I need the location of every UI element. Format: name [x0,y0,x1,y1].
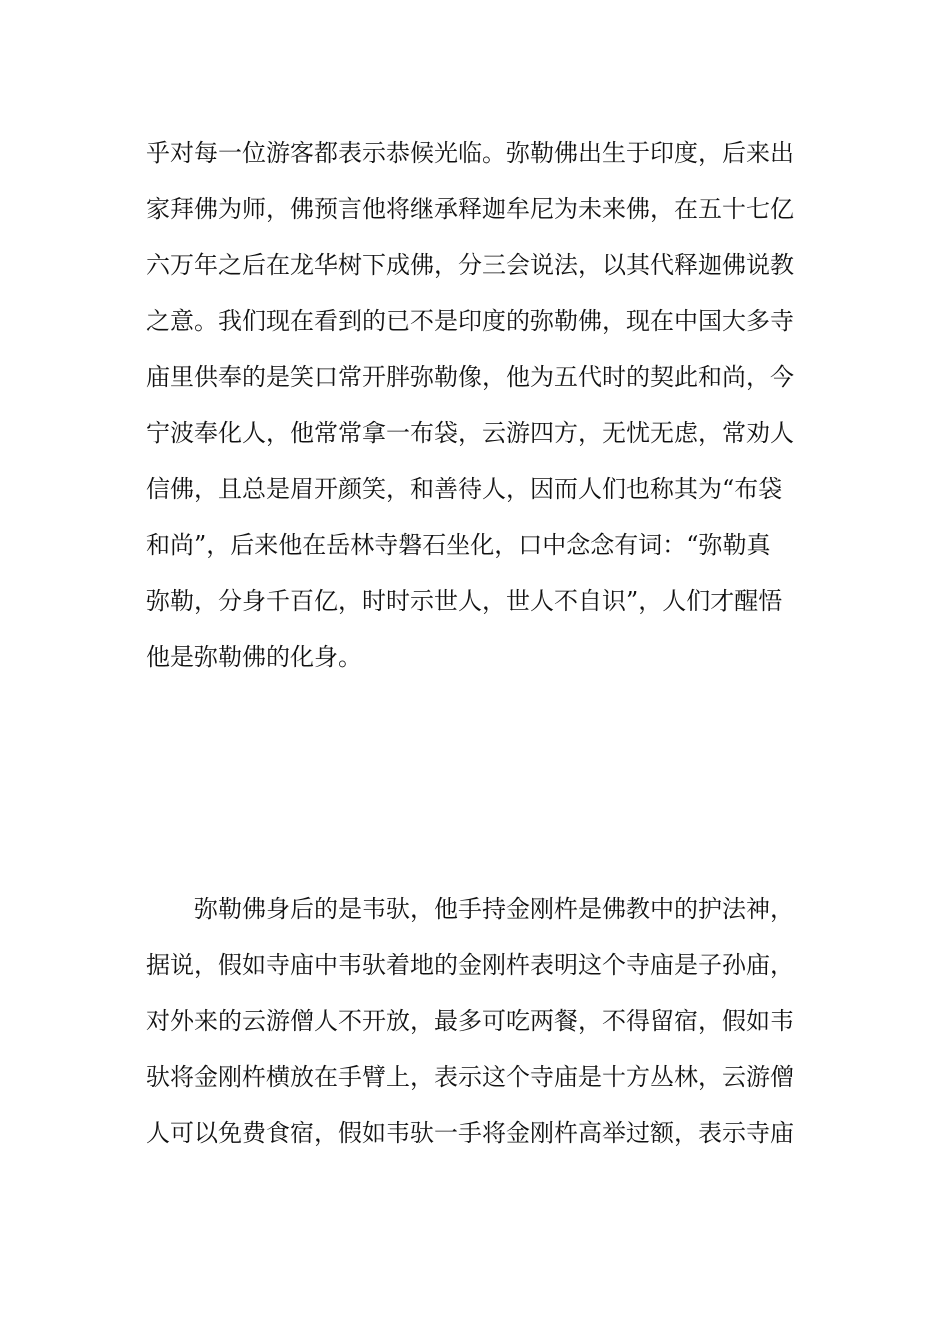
paragraph-1-line-3: 六万年之后在龙华树下成佛，分三会说法，以其代释迦佛说教 [146,251,794,279]
paragraph-1-line-7: 信佛，且总是眉开颜笑，和善待人，因而人们也称其为“布袋 [146,475,783,503]
paragraph-1-line-2: 家拜佛为师，佛预言他将继承释迦牟尼为未来佛，在五十七亿 [146,195,794,223]
paragraph-2-line-1: 弥勒佛身后的是韦驮，他手持金刚杵是佛教中的护法神， [194,895,794,923]
paragraph-2-line-4: 驮将金刚杵横放在手臂上，表示这个寺庙是十方丛林，云游僧 [146,1063,794,1091]
paragraph-2-line-5: 人可以免费食宿，假如韦驮一手将金刚杵高举过额，表示寺庙 [146,1119,794,1147]
paragraph-1-line-6: 宁波奉化人，他常常拿一布袋，云游四方，无忧无虑，常劝人 [146,419,794,447]
paragraph-2-line-2: 据说，假如寺庙中韦驮着地的金刚杵表明这个寺庙是子孙庙， [146,951,794,979]
paragraph-1-line-10: 他是弥勒佛的化身。 [146,643,362,671]
paragraph-1 [146,125,806,685]
paragraph-2-line-3: 对外来的云游僧人不开放，最多可吃两餐，不得留宿，假如韦 [146,1007,794,1035]
paragraph-1-line-1: 乎对每一位游客都表示恭候光临。弥勒佛出生于印度，后来出 [146,139,794,167]
paragraph-1-line-9: 弥勒，分身千百亿，时时示世人，世人不自识”，人们才醒悟 [146,587,783,615]
paragraph-1-line-4: 之意。我们现在看到的已不是印度的弥勒佛，现在中国大多寺 [146,307,794,335]
paragraph-1-line-5: 庙里供奉的是笑口常开胖弥勒像，他为五代时的契此和尚，今 [146,363,794,391]
paragraph-1-line-8: 和尚”，后来他在岳林寺磐石坐化，口中念念有词：“弥勒真 [146,531,771,559]
paragraph-2 [146,881,806,1161]
